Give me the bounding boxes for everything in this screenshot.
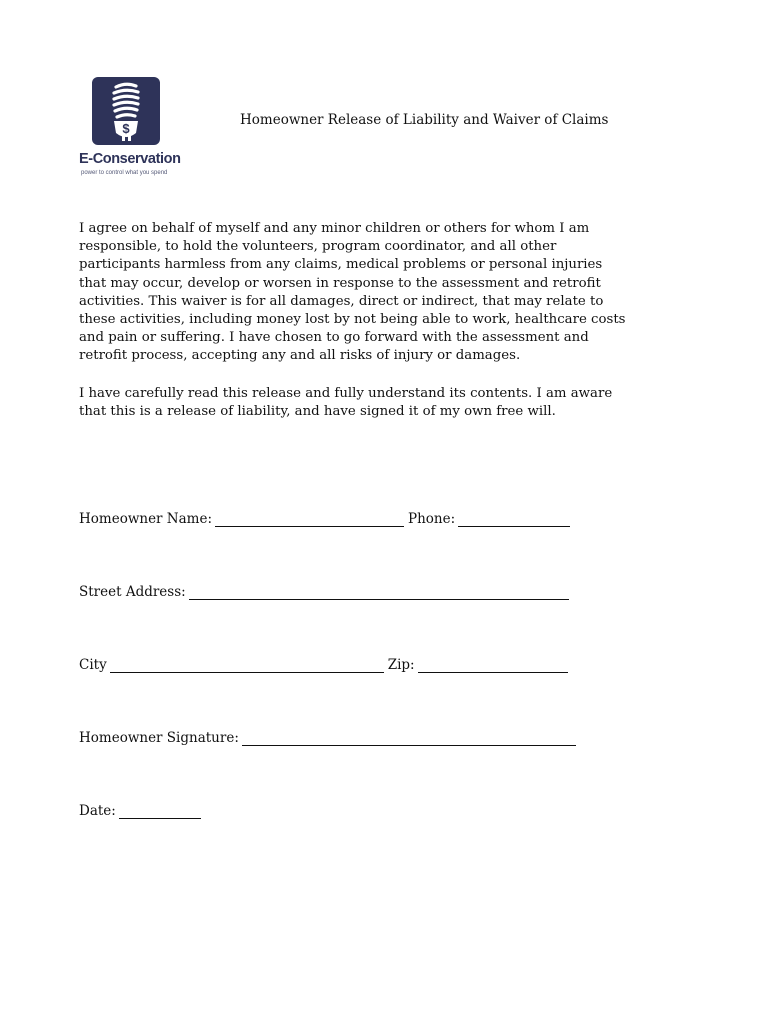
- acknowledgement-paragraph: I have carefully read this release and fully understand its contents. I am aware that this is a release of liability, and have signed it of my own free will.: [79, 386, 613, 420]
- street-address-field[interactable]: [189, 585, 569, 600]
- date-label: Date:: [79, 803, 116, 819]
- phone-field[interactable]: [458, 512, 570, 527]
- city-field[interactable]: [110, 658, 384, 673]
- date-field[interactable]: [119, 804, 201, 819]
- date-row: [79, 803, 205, 819]
- e-conservation-logo: [79, 77, 179, 182]
- homeowner-name-field[interactable]: [215, 512, 404, 527]
- signature-field[interactable]: [242, 731, 576, 746]
- phone-label: Phone:: [408, 511, 456, 527]
- zip-field[interactable]: [418, 658, 568, 673]
- logo-tagline: power to control what you spend: [81, 170, 168, 176]
- street-address-row: [79, 584, 573, 600]
- logo-name: E-Conservation: [79, 151, 181, 167]
- name-phone-row: [79, 511, 574, 527]
- city-zip-row: [79, 657, 572, 673]
- city-label: City: [79, 657, 107, 673]
- lightbulb-dollar-icon: [92, 77, 160, 145]
- homeowner-name-label: Homeowner Name:: [79, 511, 213, 527]
- signature-row: [79, 730, 580, 746]
- waiver-paragraph: I agree on behalf of myself and any minor children or others for whom I am responsible, to hold the volunteers, program coordinator, and all other participants harmless from any claims, medical problems or personal injuries that may occur, develop or worsen in response to the assessment and retrofit activities. This waiver is for all damages, direct or indirect, that may relate to these activities, including money lost by not being able to work, healthcare costs and pain or suffering. I have chosen to go forward with the assessment and retrofit process, accepting any and all risks of injury or damages.: [79, 221, 626, 364]
- street-address-label: Street Address:: [79, 584, 186, 600]
- signature-label: Homeowner Signature:: [79, 730, 239, 746]
- document-title: Homeowner Release of Liability and Waiver of Claims: [240, 112, 609, 128]
- dollar-sign-glyph: $: [122, 121, 130, 136]
- zip-label: Zip:: [387, 657, 415, 673]
